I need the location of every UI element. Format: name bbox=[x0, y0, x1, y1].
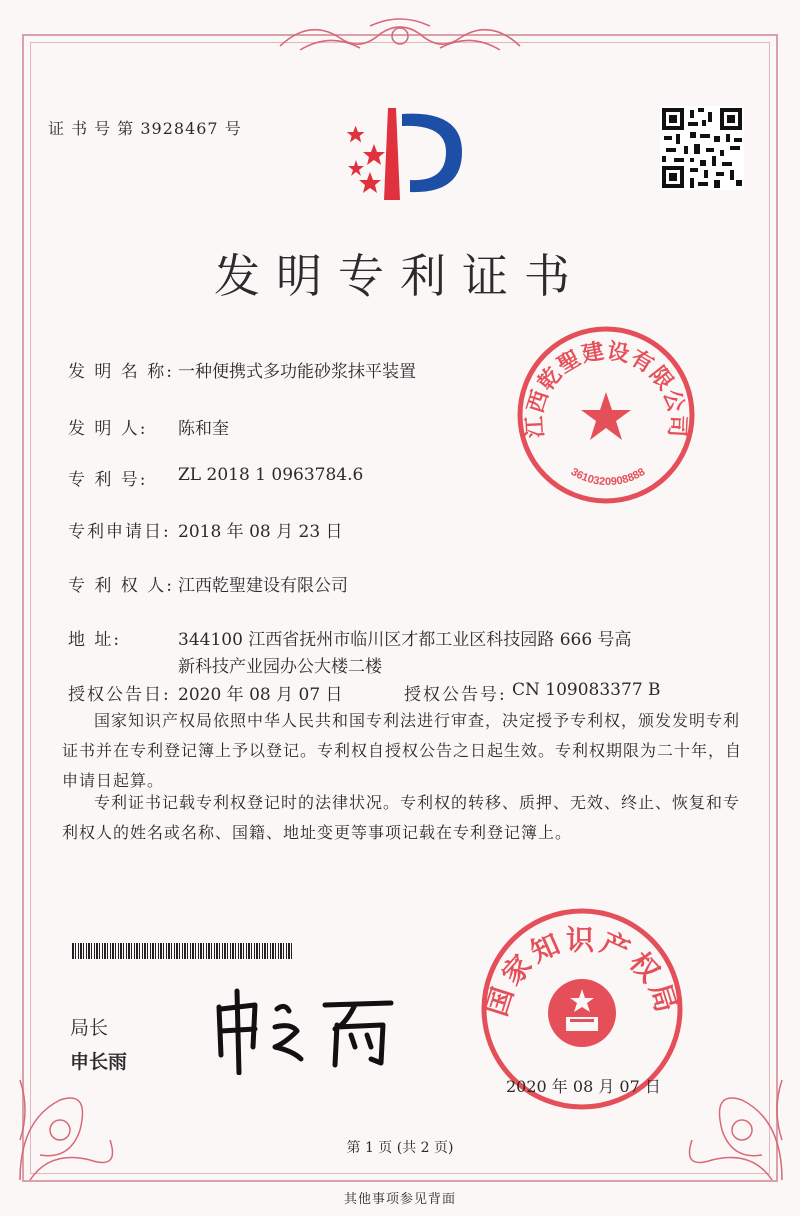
patent-number-label: 专 利 号: bbox=[68, 470, 148, 490]
company-seal-code: 3610320908888 bbox=[568, 465, 648, 489]
filing-date-value: 2018 年 08 月 23 日 bbox=[178, 522, 343, 542]
grant-number-label: 授权公告号: bbox=[404, 685, 507, 705]
footer-note: 其他事项参见背面 bbox=[343, 1192, 456, 1207]
patentee-label: 专 利 权 人: bbox=[68, 576, 174, 596]
company-seal bbox=[513, 322, 699, 508]
grant-date-label: 授权公告日: bbox=[68, 685, 171, 705]
patent-number-value: ZL 2018 1 0963784.6 bbox=[178, 465, 364, 485]
director-title: 局长 bbox=[70, 1017, 109, 1039]
inventor-label: 发 明 人: bbox=[68, 419, 148, 439]
patent-office-logo bbox=[330, 100, 470, 210]
issue-date: 2020 年 08 月 07 日 bbox=[506, 1077, 661, 1096]
invention-name-label: 发 明 名 称: bbox=[68, 362, 174, 382]
barcode bbox=[72, 943, 294, 959]
company-seal-text: 江西乾聖建设有限公司 bbox=[521, 338, 691, 439]
certificate-title: 发明专利证书 bbox=[214, 249, 586, 303]
address-value-line1: 344100 江西省抚州市临川区才都工业区科技园路 666 号高 bbox=[178, 630, 632, 650]
corner-ornament-left bbox=[10, 1060, 130, 1190]
top-ornament bbox=[270, 16, 530, 60]
qr-code bbox=[660, 106, 744, 190]
office-seal-text: 国家知识产权局 bbox=[480, 924, 684, 1020]
address-value-line2: 新科技产业园办公大楼二楼 bbox=[178, 657, 382, 677]
patentee-value: 江西乾聖建设有限公司 bbox=[178, 576, 348, 596]
director-name: 申长雨 bbox=[70, 1051, 128, 1073]
grant-date-value: 2020 年 08 月 07 日 bbox=[178, 685, 343, 705]
certificate-paragraph-2: 专利证书记载专利权登记时的法律状况。专利权的转移、质押、无效、终止、恢复和专利权人的姓名或名称、国籍、地址变更等事项记载在专利登记簿上。 bbox=[62, 793, 741, 842]
inventor-value: 陈和奎 bbox=[178, 419, 229, 439]
certificate-number: 证 书 号 第 3928467 号 bbox=[48, 119, 242, 138]
corner-ornament-right bbox=[672, 1060, 792, 1190]
invention-name-value: 一种便携式多功能砂浆抹平装置 bbox=[178, 362, 416, 382]
director-signature bbox=[205, 985, 405, 1075]
address-label: 地 址: bbox=[68, 630, 122, 650]
svg-text:3610320908888 bbox=[569, 466, 648, 488]
filing-date-label: 专利申请日: bbox=[68, 522, 171, 542]
page-number: 第 1 页 (共 2 页) bbox=[346, 1140, 454, 1156]
certificate-paragraph-1: 国家知识产权局依照中华人民共和国专利法进行审查，决定授予专利权，颁发发明专利证书并在专利登记簿上予以登记。专利权自授权公告之日起生效。专利权期限为二十年，自申请日起算。 bbox=[62, 711, 743, 790]
grant-number-value: CN 109083377 B bbox=[512, 680, 661, 700]
